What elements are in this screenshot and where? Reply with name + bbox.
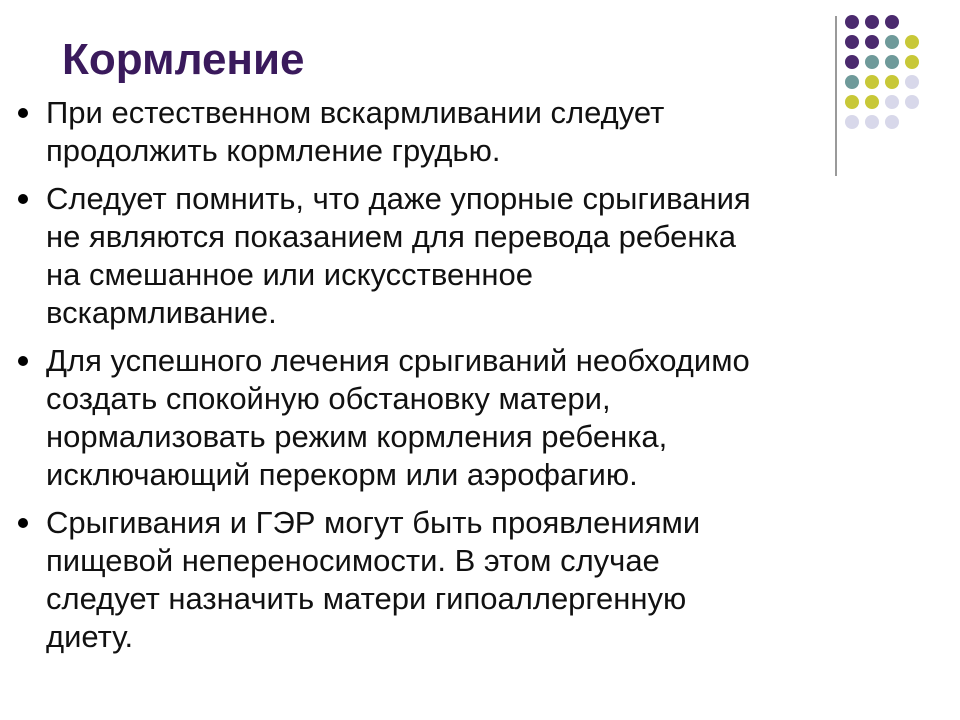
bullet-text-line: продолжить кормление грудью.: [46, 133, 501, 168]
slide-title: Кормление: [62, 35, 305, 84]
bullet-item: [10, 180, 940, 332]
bullet-text-line: Срыгивания и ГЭР могут быть проявлениями: [46, 505, 701, 540]
bullet-text-line: не являются показанием для перевода ребенка: [46, 219, 737, 254]
bullet-item: [10, 504, 940, 656]
bullet-text-line: на смешанное или искусственное: [46, 257, 533, 292]
decorative-dot: [845, 75, 859, 89]
bullet-list: [10, 94, 940, 666]
decorative-dot: [885, 75, 899, 89]
bullet-text-line: Для успешного лечения срыгиваний необходимо: [46, 343, 750, 378]
bullet-icon: [18, 518, 28, 528]
decorative-dot: [885, 15, 899, 29]
decorative-dot: [845, 35, 859, 49]
bullet-text-line: Следует помнить, что даже упорные срыгивания: [46, 181, 751, 216]
bullet-icon: [18, 356, 28, 366]
decorative-dot: [885, 55, 899, 69]
bullet-text-line: следует назначить матери гипоаллергенную: [46, 581, 687, 616]
bullet-text-line: исключающий перекорм или аэрофагию.: [46, 457, 638, 492]
decorative-dot: [905, 75, 919, 89]
bullet-text-line: При естественном вскармливании следует: [46, 95, 665, 130]
bullet-text-line: пищевой непереносимости. В этом случае: [46, 543, 660, 578]
bullet-text-line: создать спокойную обстановку матери,: [46, 381, 611, 416]
decorative-dot: [865, 35, 879, 49]
bullet-text-line: вскармливание.: [46, 295, 277, 330]
bullet-item: [10, 94, 940, 170]
bullet-item: [10, 342, 940, 494]
decorative-dot: [865, 15, 879, 29]
bullet-text-line: нормализовать режим кормления ребенка,: [46, 419, 668, 454]
bullet-text-line: диету.: [46, 619, 134, 654]
decorative-dot: [885, 35, 899, 49]
bullet-icon: [18, 108, 28, 118]
decorative-dot: [845, 55, 859, 69]
bullet-icon: [18, 194, 28, 204]
decorative-dot: [845, 15, 859, 29]
decorative-dot: [905, 55, 919, 69]
decorative-dot: [865, 75, 879, 89]
decorative-dot: [905, 35, 919, 49]
decorative-dot: [865, 55, 879, 69]
